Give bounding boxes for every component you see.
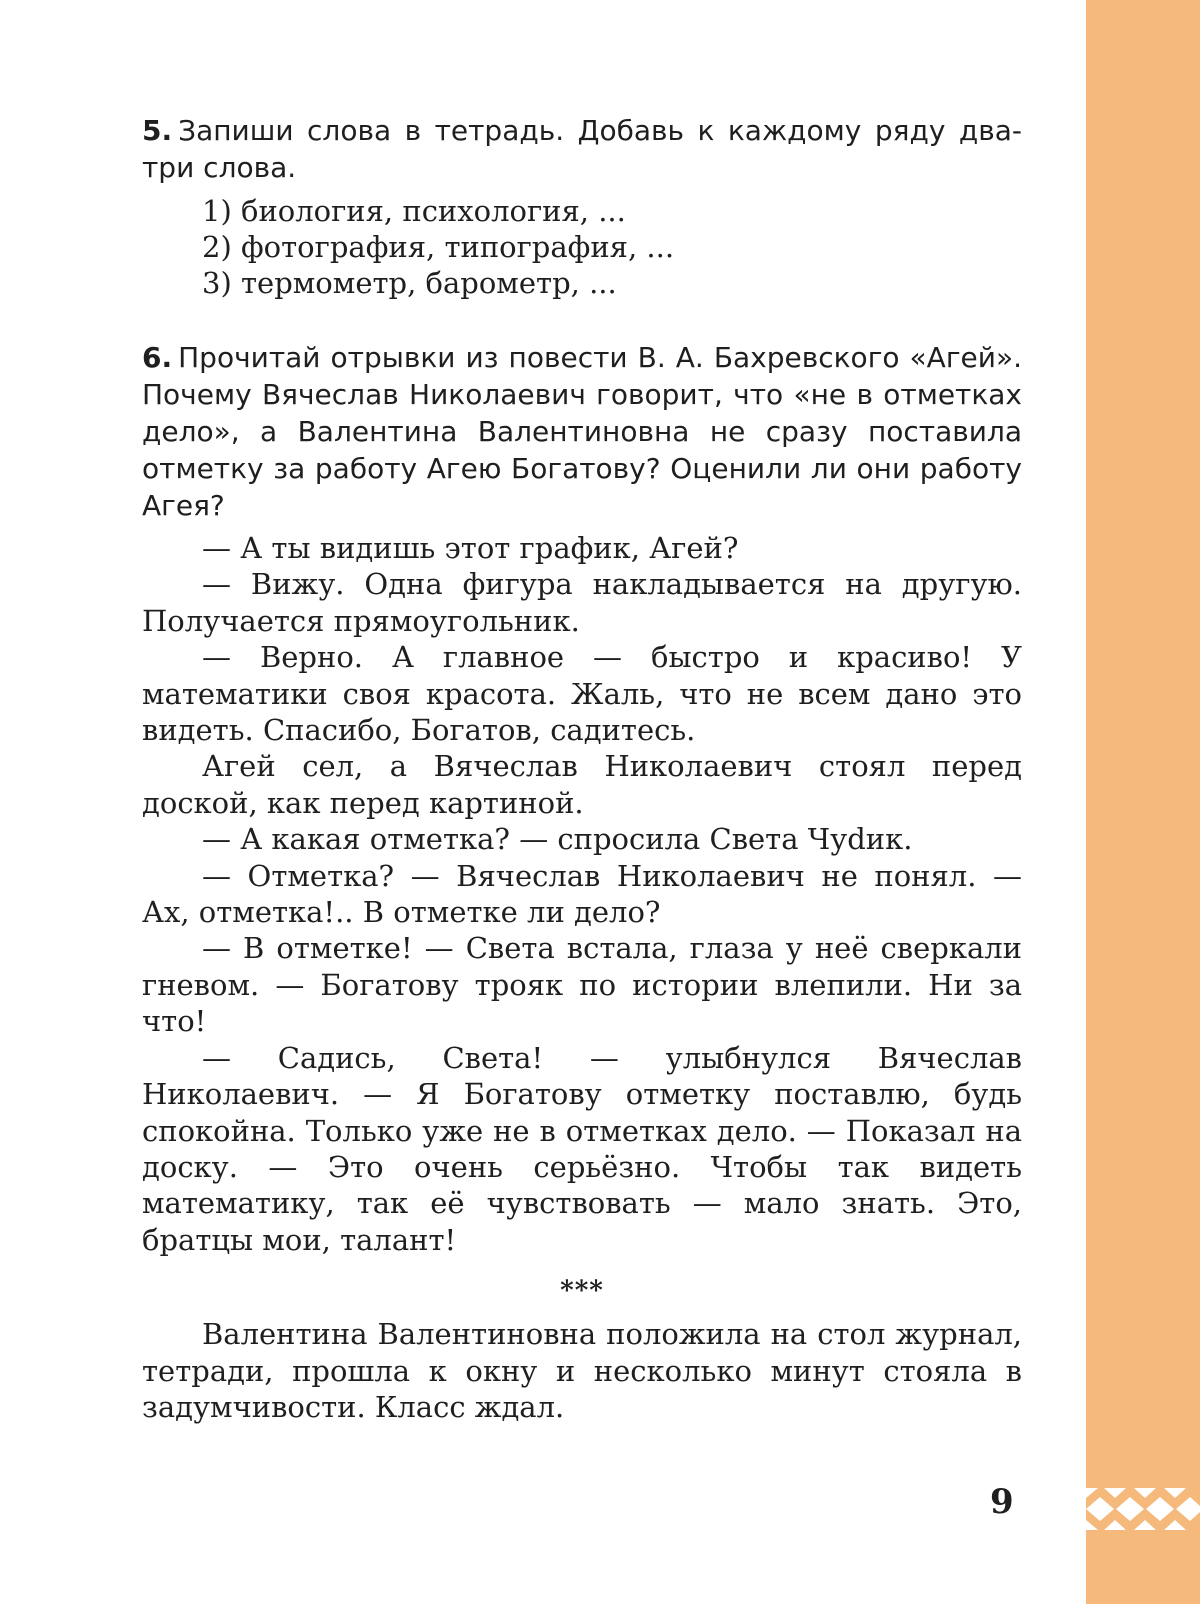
- page-content: [142, 112, 1022, 1425]
- zigzag-ornament-icon: [1086, 1488, 1200, 1530]
- task-6: [142, 339, 1022, 1425]
- task-5-word-list: [202, 193, 1022, 301]
- task-5-text: Запиши слова в тетрадь. Добавь к каждому ряду два-три слова.: [142, 114, 1022, 184]
- task-5-number: 5.: [142, 114, 173, 147]
- task-6-number: 6.: [142, 341, 173, 374]
- story-paragraph: — Садись, Света! — улыбнулся Вячеслав Николаевич. — Я Богатову отметку поставлю, будь спокойна. Только уже не в отметках дело. — Показал на доску. — Это очень серьёзно. Чтобы так видеть математику, так её чувствовать — мало знать. Это, братцы мои, талант!: [142, 1040, 1022, 1257]
- story-excerpt-2: [142, 1316, 1022, 1425]
- decorative-side-band: [1086, 0, 1200, 1604]
- task-6-text: Прочитай отрывки из повести В. А. Бахревского «Агей». Почему Вячеслав Николаевич говорит, что «не в отметках дело», а Валентина Валентиновна не сразу поставила отметку за работу Агею Богатову? Оценили ли они работу Агея?: [142, 341, 1022, 522]
- page-number: 9: [990, 1482, 1014, 1522]
- story-paragraph: Валентина Валентиновна положила на стол журнал, тетради, прошла к окну и несколько минут стояла в задумчивости. Класс ждал.: [142, 1317, 1022, 1424]
- section-separator: ***: [560, 1276, 604, 1307]
- story-paragraph: — А ты видишь этот график, Агей?: [202, 531, 739, 565]
- task-5: [142, 112, 1022, 301]
- story-paragraph: — А какая отметка? — спросила Света Чуdик.: [202, 822, 913, 857]
- word-row-2: 2) фотография, типография, ...: [202, 230, 675, 264]
- word-row-1: 1) биология, психология, ...: [202, 194, 626, 228]
- story-paragraph: Агей сел, а Вячеслав Николаевич стоял перед доской, как перед картиной.: [142, 749, 1022, 820]
- story-paragraph: — Отметка? — Вячеслав Николаевич не понял. — Ах, отметка!.. В отметке ли дело?: [142, 858, 1022, 930]
- task-6-prompt: [142, 339, 1022, 524]
- story-paragraph: — Верно. А главное — быстро и красиво! У математики своя красота. Жаль, что не всем дано это видеть. Спасибо, Богатов, садитесь.: [142, 640, 1022, 748]
- story-paragraph: — Вижу. Одна фигура накладывается на другую. Получается прямоугольник.: [142, 567, 1022, 638]
- story-excerpt-1: [142, 530, 1022, 1258]
- word-row-3: 3) термометр, барометр, ...: [202, 266, 617, 300]
- task-5-prompt: [142, 112, 1022, 186]
- story-paragraph: — В отметке! — Света встала, глаза у неё сверкали гневом. — Богатову трояк по истории влепили. Ни за что!: [142, 931, 1022, 1039]
